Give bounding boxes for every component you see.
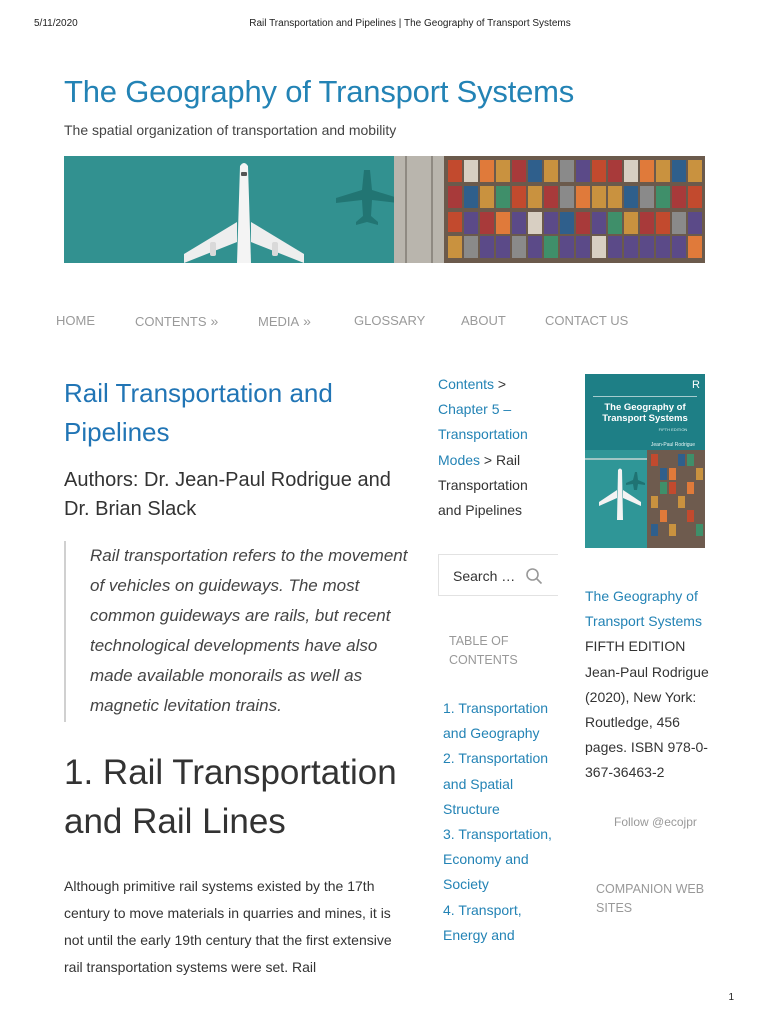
print-date: 5/11/2020	[34, 18, 78, 29]
nav-contents-label: CONTENTS	[135, 314, 207, 329]
breadcrumb-current: Rail Transportation and Pipelines	[438, 451, 528, 519]
nav-contact[interactable]: CONTACT US	[545, 313, 629, 328]
article-title[interactable]: Rail Transportation and Pipelines	[64, 378, 333, 447]
header-banner-image	[64, 156, 705, 263]
search-form	[438, 554, 558, 596]
toc-item[interactable]: 2. Transportation and Spatial Structure	[443, 750, 549, 817]
nav-about[interactable]: ABOUT	[461, 313, 506, 328]
cover-author: Jean-Paul Rodrigue	[650, 442, 696, 448]
book-title-link[interactable]: The Geography of Transport Systems	[585, 588, 702, 630]
chevron-right-icon: »	[210, 313, 219, 329]
article-summary-quote: Rail transportation refers to the movement of vehicles on guideways. The most common guideways are rails, but recent technological developments have also made available monorails as well as magnetic levitation trains.	[64, 541, 409, 722]
breadcrumb-separator: >	[494, 376, 507, 392]
nav-media-label: MEDIA	[258, 314, 300, 329]
article-authors: Authors: Dr. Jean-Paul Rodrigue and Dr. Brian Slack	[64, 469, 391, 520]
follow-link[interactable]: Follow @ecojpr	[614, 815, 697, 829]
search-icon[interactable]	[525, 567, 543, 585]
toc-item[interactable]: 1. Transportation and Geography	[443, 700, 549, 742]
cover-edition: FIFTH EDITION	[658, 427, 688, 432]
breadcrumb	[438, 372, 548, 523]
toc-item[interactable]: 3. Transportation, Economy and Society	[443, 826, 552, 893]
book-edition: FIFTH EDITION	[585, 638, 686, 655]
print-title: Rail Transportation and Pipelines | The Geography of Transport Systems	[249, 18, 571, 29]
section-heading: 1. Rail Transportation and Rail Lines	[64, 753, 397, 841]
cover-publisher-mark: R	[692, 379, 700, 391]
article-body: Although primitive rail systems existed by the 17th century to move materials in quarries and mines, it is not until the early 19th century that the first extensive rail transportation systems were set. Rail	[64, 878, 392, 975]
site-title[interactable]: The Geography of Transport Systems	[64, 74, 575, 109]
cover-title-line1: The Geography of	[604, 402, 686, 413]
book-details: Jean-Paul Rodrigue (2020), New York: Routledge, 456 pages. ISBN 978-0-367-36463-2	[585, 663, 709, 781]
toc-heading: TABLE OF CONTENTS	[449, 634, 518, 667]
nav-contents[interactable]	[135, 313, 218, 329]
cover-title-line2: Transport Systems	[602, 413, 688, 424]
breadcrumb-chapter-link[interactable]: Chapter 5 – Transportation Modes	[438, 401, 528, 468]
book-info	[585, 584, 710, 786]
search-input[interactable]: Search …	[453, 568, 516, 584]
nav-media[interactable]	[258, 313, 311, 329]
chevron-right-icon: »	[303, 313, 311, 329]
toc-item[interactable]: 4. Transport, Energy and	[443, 901, 522, 943]
site-tagline: The spatial organization of transportation and mobility	[64, 122, 397, 138]
nav-glossary[interactable]: GLOSSARY	[354, 313, 426, 328]
toc-list	[443, 696, 558, 948]
companion-sites-heading: COMPANION WEB SITES	[596, 882, 705, 915]
page-number: 1	[728, 992, 734, 1003]
book-cover-image[interactable]	[585, 374, 705, 548]
breadcrumb-separator: >	[480, 451, 496, 468]
nav-home[interactable]: HOME	[56, 313, 95, 328]
breadcrumb-contents-link[interactable]: Contents	[438, 376, 495, 392]
